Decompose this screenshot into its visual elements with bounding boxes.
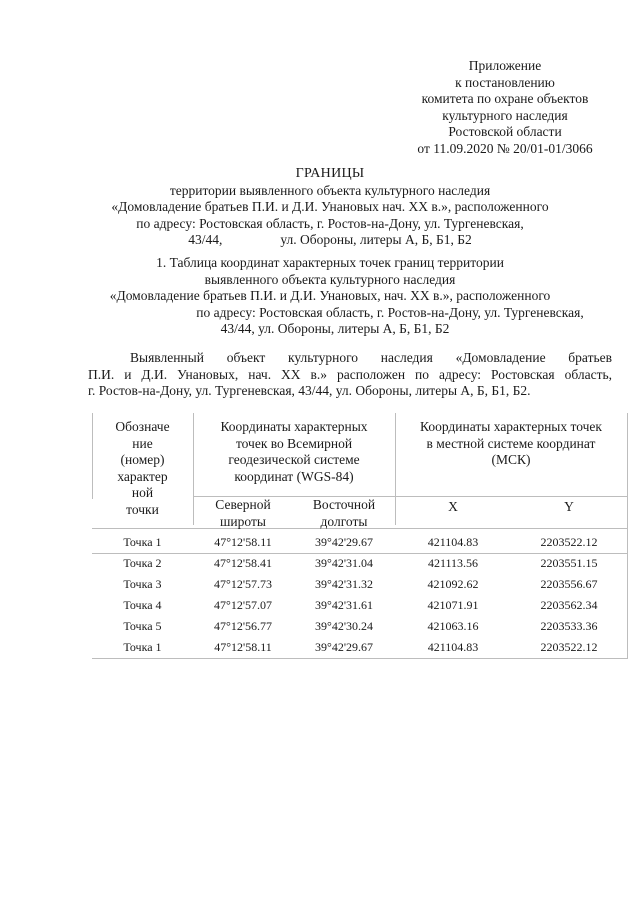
table-cell-x: 421113.56 — [427, 556, 479, 570]
table-cell-lat: 47°12'58.41 — [214, 556, 272, 570]
appendix-line: к постановлению — [455, 74, 555, 90]
document-title — [40, 166, 620, 249]
appendix-block — [380, 58, 630, 157]
table-cell-y: 2203522.12 — [540, 640, 598, 654]
appendix-line: от 11.09.2020 № 20/01-01/3066 — [417, 140, 593, 156]
table-cell-x: 421104.83 — [427, 640, 479, 654]
table-cell-y: 2203522.12 — [540, 535, 598, 549]
table-cell-point: Точка 4 — [123, 598, 162, 612]
table-cell-lat: 47°12'58.11 — [214, 640, 272, 654]
table-cell-x: 421063.16 — [427, 619, 479, 633]
table-caption — [40, 255, 620, 338]
table-cell-point: Точка 1 — [123, 640, 162, 654]
table-cell-lat: 47°12'58.11 — [214, 535, 272, 549]
table-cell-point: Точка 1 — [123, 535, 162, 549]
table-cell-lat: 47°12'57.07 — [214, 598, 272, 612]
title-line-part: 43/44, — [188, 232, 223, 247]
header-msk: Координаты характерных точек в местной системе координат (МСК) — [420, 419, 602, 467]
table-cell-lon: 39°42'29.67 — [315, 640, 373, 654]
header-x: X — [448, 499, 458, 514]
table-cell-y: 2203556.67 — [540, 577, 598, 591]
caption-line: по адресу: Ростовская область, г. Ростов-на-Дону, ул. Тургеневская, — [196, 304, 584, 320]
appendix-line: культурного наследия — [442, 107, 568, 123]
title-heading: ГРАНИЦЫ — [295, 166, 365, 181]
header-longitude: Восточной долготы — [312, 497, 376, 529]
table-cell-y: 2203551.15 — [540, 556, 598, 570]
caption-line: «Домовладение братьев П.И. и Д.И. Унановых, нач. XX в.», расположенного — [109, 288, 551, 303]
table-cell-point: Точка 3 — [123, 577, 162, 591]
appendix-line: комитета по охране объектов — [421, 91, 589, 106]
table-cell-y: 2203562.34 — [540, 598, 598, 612]
table-cell-point: Точка 2 — [123, 556, 162, 570]
table-cell-x: 421092.62 — [427, 577, 479, 591]
header-wgs84: Координаты характерных точек во Всемирной геодезической системе координат (WGS-84) — [220, 419, 368, 484]
appendix-line: Приложение — [468, 58, 542, 73]
table-cell-x: 421104.83 — [427, 535, 479, 549]
header-point-designation: Обозначе ние (номер) характер ной точки — [115, 419, 170, 517]
title-line: «Домовладение братьев П.И. и Д.И. Унановых нач. XX в.», расположенного — [111, 199, 549, 214]
table-cell-lon: 39°42'31.04 — [315, 556, 373, 570]
table-cell-lat: 47°12'56.77 — [214, 619, 272, 633]
table-cell-lon: 39°42'29.67 — [315, 535, 373, 549]
body-paragraph — [88, 350, 612, 400]
table-cell-lon: 39°42'31.61 — [315, 598, 373, 612]
caption-line: выявленного объекта культурного наследия — [204, 271, 456, 287]
appendix-line: Ростовской области — [448, 124, 562, 139]
title-line-part: ул. Обороны, литеры А, Б, Б1, Б2 — [280, 232, 472, 247]
table-cell-point: Точка 5 — [123, 619, 162, 633]
paragraph-line: Выявленный объект культурного наследия «Домовладение братьев — [130, 350, 612, 365]
caption-line: 1. Таблица координат характерных точек границ территории — [156, 255, 504, 270]
paragraph-line: г. Ростов-на-Дону, ул. Тургеневская, 43/44, ул. Обороны, литеры А, Б, Б1, Б2. — [88, 383, 531, 398]
table-cell-lon: 39°42'30.24 — [315, 619, 373, 633]
title-line: территории выявленного объекта культурного наследия — [169, 182, 491, 198]
table-cell-lon: 39°42'31.32 — [315, 577, 373, 591]
header-y: Y — [564, 499, 574, 514]
paragraph-line: П.И. и Д.И. Унановых, нач. XX в.» расположен по адресу: Ростовская область, — [88, 366, 612, 382]
header-latitude: Северной широты — [215, 497, 271, 529]
title-line: по адресу: Ростовская область, г. Ростов-на-Дону, ул. Тургеневская, — [136, 215, 524, 231]
caption-line: 43/44, ул. Обороны, литеры А, Б, Б1, Б2 — [220, 321, 450, 336]
coordinates-table — [92, 413, 628, 659]
table-cell-x: 421071.91 — [427, 598, 479, 612]
table-cell-y: 2203533.36 — [540, 619, 598, 633]
table-cell-lat: 47°12'57.73 — [214, 577, 272, 591]
title-line — [40, 232, 620, 249]
